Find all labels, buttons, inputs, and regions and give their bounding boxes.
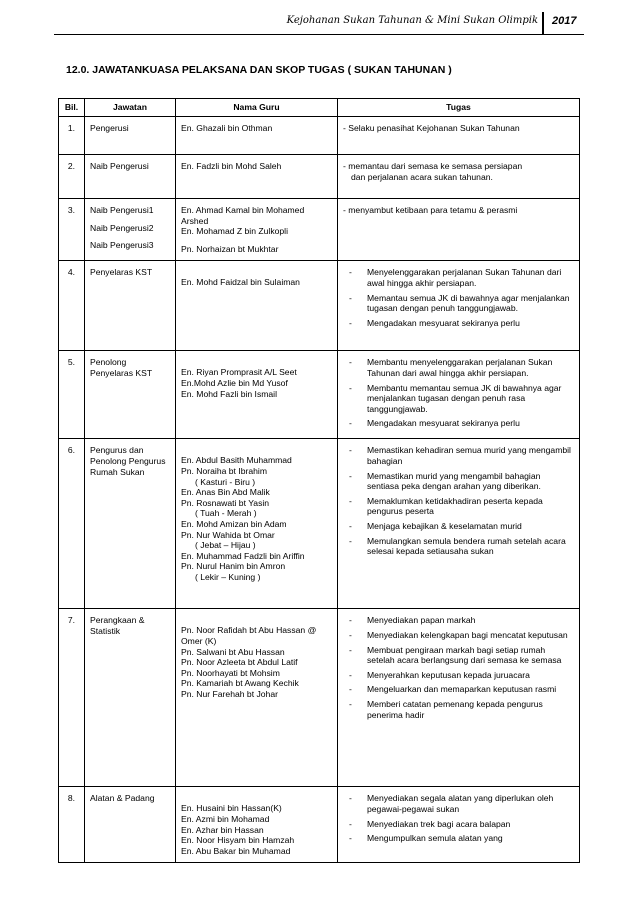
guru-name: Omer (K) [181,635,217,646]
table-row [59,787,580,863]
bullet-dash: - [349,317,352,328]
tugas-item-text: Membantu menyelenggarakan perjalanan Sukan Tahunan dari awal hingga akhir persiapan. [367,357,553,378]
guru-name: Arshed [181,215,209,226]
jawatan-line: Statistik [90,625,121,636]
table-row [59,117,580,155]
tugas-item-text: Menyediakan papan markah [367,615,476,626]
guru-name: Pn. Noorhayati bt Mohsim [181,667,280,678]
bullet-dash: - [349,615,352,626]
guru-name: En. Husaini bin Hassan(K) [181,803,282,814]
header-rule [54,34,584,35]
tugas-list [343,445,574,556]
tugas-item-text: Menyediakan segala alatan yang diperlukan oleh pegawai-pegawai sukan [367,793,554,814]
tugas-item-text: Membantu memantau semua JK di bawahnya agar menjalankan tugasan dengan penuh rasa tanggungjawab. [367,382,562,414]
jawatan-cell [85,787,176,863]
jawatan-cell [85,439,176,609]
jawatan-line: Pengerusi [90,123,129,133]
tugas-cell [338,787,580,863]
tugas-item [343,670,574,681]
row-number: 3. [59,199,85,261]
guru-name: Pn. Kamariah bt Awang Kechik [181,678,299,689]
nama-guru-cell [176,117,338,155]
tugas-item-text: Memulangkan semula bendera rumah setelah acara selesai kepada setiausaha sukan [367,535,566,557]
jawatan-line: Penolong Pengurus [90,455,166,466]
guru-name: En. Abdul Basith Muhammad [181,455,292,466]
guru-name: Pn. Noor Azleeta bt Abdul Latif [181,657,298,668]
tugas-item [343,521,574,532]
tugas-text: - Selaku penasihat Kejohanan Sukan Tahunan [343,123,520,133]
table-row [59,199,580,261]
jawatan-cell [85,351,176,439]
guru-name: En. Azmi bin Mohamad [181,813,270,824]
col-header-bil: Bil. [59,99,85,117]
tugas-list [343,615,574,720]
bullet-dash: - [349,520,352,531]
bullet-dash: - [349,793,352,804]
tugas-item [343,293,574,314]
tugas-item-text: Mengumpulkan semula alatan yang [367,833,503,844]
guru-name: Pn. Norhaizan bt Mukhtar [181,243,279,254]
row-number: 4. [59,261,85,351]
col-header-jawatan: Jawatan [85,99,176,117]
col-header-tugas: Tugas [338,99,580,117]
table-row [59,351,580,439]
nama-guru-cell [176,261,338,351]
bullet-dash: - [349,644,352,655]
row-number: 8. [59,787,85,863]
bullet-dash: - [349,535,352,546]
bullet-dash: - [349,833,352,844]
jawatan-cell [85,609,176,787]
jawatan-line: Rumah Sukan [90,466,145,477]
guru-name: Pn. Nurul Hanim bin Amron [181,561,286,572]
header-separator [542,12,544,34]
tugas-item [343,793,574,814]
tugas-item [343,418,574,429]
bullet-dash: - [349,495,352,506]
jawatan-cell [85,117,176,155]
bullet-dash: - [349,684,352,695]
jawatan-cell [85,261,176,351]
tugas-item-text: Menjaga kebajikan & keselamatan murid [367,520,522,531]
guru-name: En. Mohamad Z bin Zulkopli [181,226,288,237]
jawatan-line: Alatan & Padang [90,793,155,804]
nama-guru-cell [176,351,338,439]
bullet-dash: - [349,382,352,393]
tugas-item-text: Membuat pengiraan markah bagi setiap rumah setelah acara berlangsung dari semasa ke semasa [367,644,562,666]
tugas-cell [338,261,580,351]
section-title: 12.0. JAWATANKUASA PELAKSANA DAN SKOP TUGAS ( SUKAN TAHUNAN ) [66,64,452,76]
tugas-item-text: Memaklumkan ketidakhadiran peserta kepada pengurus peserta [367,495,543,517]
guru-name: En. Ghazali bin Othman [181,123,273,133]
guru-name: Pn. Rosnawati bt Yasin [181,497,270,508]
header-year: 2017 [552,15,577,27]
bullet-dash: - [349,445,352,456]
jawatan-line: Penyelaras KST [90,267,153,278]
tugas-item [343,496,574,517]
tugas-item-text: Mengadakan mesyuarat sekiranya perlu [367,418,520,429]
tugas-text: - memantau dari semasa ke semasa persiapan [343,161,523,171]
tugas-cell [338,117,580,155]
jawatan-line: Perangkaan & [90,615,145,626]
jawatan-line: Penolong [90,357,127,368]
tugas-cell [338,199,580,261]
tugas-list [343,793,574,843]
tugas-item [343,471,574,492]
guru-name: En. Noor Hisyam bin Hamzah [181,835,295,846]
bullet-dash: - [349,698,352,709]
guru-name: En. Abu Bakar bin Muhamad [181,845,291,856]
header-title: Kejohanan Sukan Tahunan & Mini Sukan Olimpik [286,15,538,26]
guru-name: ( Kasturi - Biru ) [195,476,256,487]
bullet-dash: - [349,470,352,481]
nama-guru-cell [176,155,338,199]
row-number: 7. [59,609,85,787]
table-row [59,609,580,787]
col-header-nama-guru: Nama Guru [176,99,338,117]
tugas-item [343,615,574,626]
tugas-item [343,630,574,641]
guru-name: En. Mohd Faidzal bin Sulaiman [181,277,300,288]
tugas-item-text: Menyerahkan keputusan kepada juruacara [367,669,530,680]
tugas-item [343,357,574,378]
tugas-item-text: Memastikan murid yang mengambil bahagian sentiasa peka dengan arahan yang diberikan. [367,470,541,492]
guru-name: Pn. Nur Wahida bt Omar [181,529,275,540]
tugas-item-text: Mengeluarkan dan memaparkan keputusan rasmi [367,684,557,695]
row-number: 1. [59,117,85,155]
table-row [59,261,580,351]
tugas-item-text: Mengadakan mesyuarat sekiranya perlu [367,317,520,328]
tugas-text: - menyambut ketibaan para tetamu & perasmi [343,205,518,215]
bullet-dash: - [349,292,352,303]
row-number: 2. [59,155,85,199]
tugas-item [343,383,574,415]
jawatan-line: Penyelaras KST [90,367,153,378]
tugas-item [343,445,574,466]
tugas-item [343,318,574,329]
guru-name: ( Tuah - Merah ) [195,508,257,519]
tugas-item [343,267,574,288]
bullet-dash: - [349,357,352,368]
nama-guru-cell [176,609,338,787]
guru-name: Pn. Noraiha bt Ibrahim [181,465,267,476]
jawatan-line: Pengurus dan [90,445,144,456]
guru-name: Pn. Noor Rafidah bt Abu Hassan @ [181,625,317,636]
jawatan-line: Naib Pengerusi1 [90,205,154,215]
table-header-row [59,99,580,117]
committee-table [58,98,580,863]
guru-name: Pn. Nur Farehah bt Johar [181,688,278,699]
jawatan-cell [85,155,176,199]
nama-guru-cell [176,199,338,261]
tugas-cell [338,609,580,787]
tugas-item-text: Memastikan kehadiran semua murid yang mengambil bahagian [367,445,571,466]
row-number: 5. [59,351,85,439]
tugas-cell [338,155,580,199]
jawatan-line: Naib Pengerusi3 [90,240,154,251]
table-row [59,155,580,199]
table-row [59,439,580,609]
guru-name: En. Fadzli bin Mohd Saleh [181,161,282,171]
bullet-dash: - [349,818,352,829]
guru-name: En. Anas Bin Abd Malik [181,487,270,498]
jawatan-line: Naib Pengerusi [90,161,149,171]
bullet-dash: - [349,629,352,640]
nama-guru-cell [176,439,338,609]
tugas-item [343,536,574,557]
guru-name: ( Lekir – Kuning ) [195,571,261,582]
tugas-item [343,833,574,844]
tugas-cell [338,351,580,439]
tugas-text: dan perjalanan acara sukan tahunan. [351,171,493,182]
guru-name: En. Azhar bin Hassan [181,824,264,835]
row-number: 6. [59,439,85,609]
tugas-item-text: Menyediakan kelengkapan bagi mencatat keputusan [367,629,568,640]
tugas-cell [338,439,580,609]
tugas-item [343,684,574,695]
guru-name: ( Jebat – Hijau ) [195,540,256,551]
tugas-item [343,819,574,830]
jawatan-line: Naib Pengerusi2 [90,222,154,233]
tugas-item-text: Menyediakan trek bagi acara balapan [367,818,511,829]
guru-name: En. Mohd Amizan bin Adam [181,518,287,529]
tugas-item-text: Menyelenggarakan perjalanan Sukan Tahunan dari awal hingga akhir persiapan. [367,267,562,288]
guru-name: Pn. Salwani bt Abu Hassan [181,646,285,657]
guru-name: En. Mohd Fazli bin Ismail [181,388,277,399]
guru-name: En. Riyan Promprasit A/L Seet [181,367,297,378]
page-header [0,12,638,34]
bullet-dash: - [349,418,352,429]
tugas-item-text: Memberi catatan pemenang kepada pengurus penerima hadir [367,698,543,720]
tugas-list [343,267,574,328]
tugas-item [343,645,574,666]
bullet-dash: - [349,267,352,278]
bullet-dash: - [349,669,352,680]
jawatan-cell [85,199,176,261]
tugas-item [343,699,574,720]
nama-guru-cell [176,787,338,863]
guru-name: En.Mohd Azlie bin Md Yusof [181,377,288,388]
guru-name: En. Ahmad Kamal bin Mohamed [181,205,305,215]
tugas-list [343,357,574,429]
guru-name: En. Muhammad Fadzli bin Ariffin [181,550,305,561]
tugas-item-text: Memantau semua JK di bawahnya agar menjalankan tugasan dengan penuh tanggungjawab. [367,292,570,314]
